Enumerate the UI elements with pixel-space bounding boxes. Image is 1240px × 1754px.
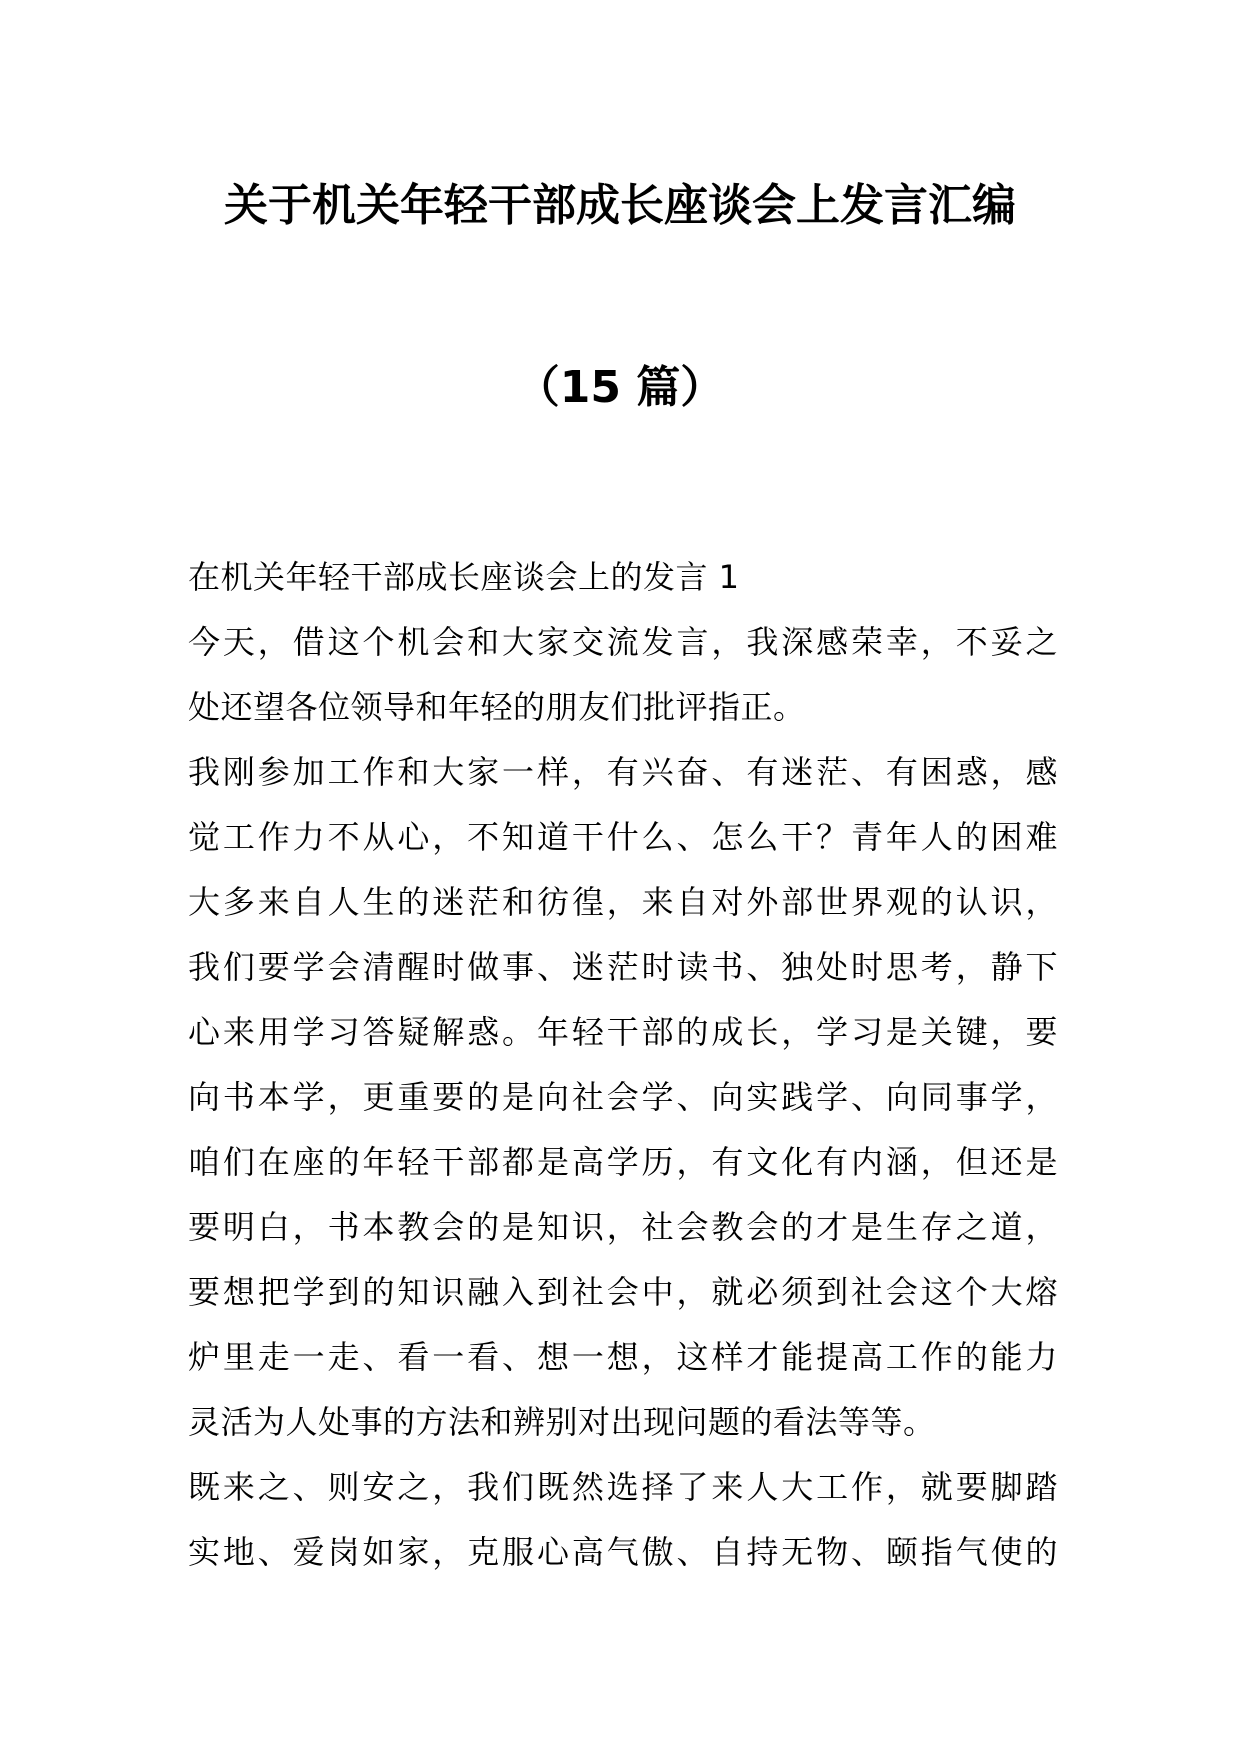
section-heading: 在机关年轻干部成长座谈会上的发言 1 [188,558,740,596]
text-line: 大多来自人生的迷茫和彷徨，来自对外部世界观的认识， [188,883,1058,921]
text-line: 处还望各位领导和年轻的朋友们批评指正。 [188,688,806,726]
text-line: 灵活为人处事的方法和辨别对出现问题的看法等等。 [188,1403,936,1441]
text-line: 我刚参加工作和大家一样，有兴奋、有迷茫、有困惑，感 [188,753,1058,791]
text-line: 要明白，书本教会的是知识，社会教会的才是生存之道， [188,1208,1058,1246]
text-line: 既来之、则安之，我们既然选择了来人大工作，就要脚踏 [188,1468,1058,1506]
document-title: 关于机关年轻干部成长座谈会上发言汇编 [224,180,1016,231]
document-subtitle: （15 篇） [515,362,725,413]
text-line: 心来用学习答疑解惑。年轻干部的成长，学习是关键，要 [188,1013,1058,1051]
text-line: 要想把学到的知识融入到社会中，就必须到社会这个大熔 [188,1273,1058,1311]
text-line: 今天，借这个机会和大家交流发言，我深感荣幸，不妥之 [188,623,1058,661]
text-line: 实地、爱岗如家，克服心高气傲、自持无物、颐指气使的 [188,1533,1058,1571]
text-line: 咱们在座的年轻干部都是高学历，有文化有内涵，但还是 [188,1143,1058,1181]
text-line: 向书本学，更重要的是向社会学、向实践学、向同事学， [188,1078,1058,1116]
text-line: 炉里走一走、看一看、想一想，这样才能提高工作的能力 [188,1338,1058,1376]
text-line: 觉工作力不从心，不知道干什么、怎么干？青年人的困难 [188,818,1058,856]
text-line: 我们要学会清醒时做事、迷茫时读书、独处时思考，静下 [188,948,1058,986]
document-body [188,545,1058,1585]
